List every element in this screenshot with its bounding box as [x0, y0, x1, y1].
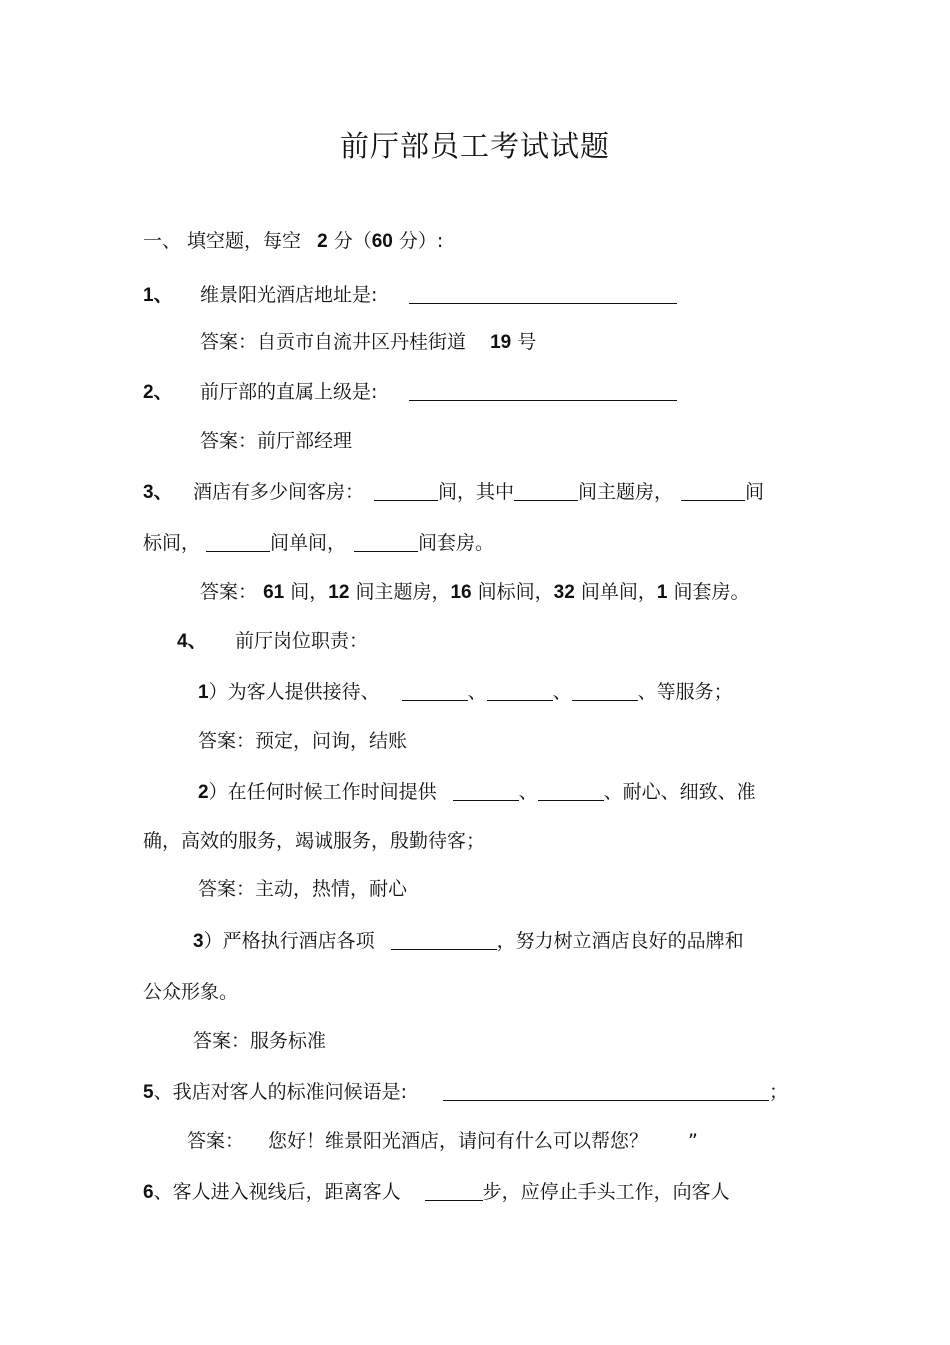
answer-number: 12 [328, 582, 350, 603]
question-2-answer: 答案：前厅部经理 [200, 430, 353, 452]
question-3-answer [200, 580, 750, 605]
duty-1 [198, 680, 733, 705]
duty-text: ）为客人提供接待、 [208, 681, 380, 703]
question-5 [143, 1080, 788, 1105]
duty-number: 2 [198, 782, 209, 803]
answer-blank [538, 799, 604, 801]
page-title: 前厅部员工考试试题 [339, 129, 610, 163]
question-number: 1、 [143, 285, 173, 306]
section-heading-text: 分（ [333, 230, 372, 252]
answer-text: 号 [517, 331, 537, 353]
question-4 [177, 629, 207, 654]
duty-2-line2: 确，高效的服务，竭诚服务，殷勤待客； [143, 830, 486, 852]
answer-number: 1 [656, 582, 668, 603]
duty-3-line2: 公众形象。 [143, 981, 239, 1003]
question-text: 维景阳光酒店地址是: [200, 284, 378, 306]
duty-text: ）严格执行酒店各项 [203, 930, 375, 952]
answer-text: 间主题房， [355, 581, 451, 603]
answer-text: 间标间， [477, 581, 554, 603]
question-text: 酒店有多少间客房： [193, 481, 365, 503]
total-points: 60 [371, 231, 393, 252]
duty-2-answer: 答案：主动，热情，耐心 [198, 878, 408, 900]
answer-blank [514, 499, 578, 501]
duty-text: 、等服务； [637, 681, 733, 703]
answer-blank [572, 699, 638, 701]
question-text: 、客人进入视线后，距离客人 [153, 1181, 401, 1203]
answer-blank [409, 399, 677, 401]
question-text: 间单间， [270, 532, 347, 554]
answer-blank [487, 699, 553, 701]
points-per-blank: 2 [317, 231, 328, 252]
answer-number: 16 [450, 582, 472, 603]
question-3-text-line2 [143, 531, 494, 555]
duty-text: 、 [518, 781, 538, 803]
duty-number: 3 [193, 931, 204, 952]
question-number: 2、 [143, 382, 173, 403]
question-number: 5 [143, 1082, 154, 1103]
answer-text: 您好！维景阳光酒店，请问有什么可以帮您？ [268, 1130, 649, 1152]
question-4-text: 前厅岗位职责： [235, 630, 369, 652]
duty-text: ，努力树立酒店良好的品牌和 [496, 930, 744, 952]
answer-number: 32 [553, 582, 575, 603]
question-number: 4、 [177, 631, 207, 652]
answer-quote: ” [688, 1130, 698, 1152]
duty-number: 1 [198, 682, 209, 703]
question-text: 标间， [143, 532, 201, 554]
question-text: 、我店对客人的标准问候语是: [153, 1081, 407, 1103]
question-5-answer [187, 1129, 698, 1153]
question-text: 前厅部的直属上级是: [200, 381, 378, 403]
question-1 [143, 283, 173, 308]
question-2 [143, 380, 173, 405]
question-text: ； [768, 1081, 788, 1103]
section-heading-text: 一、 填空题，每空 [143, 230, 302, 252]
section-heading-text: 分）: [398, 230, 444, 252]
question-number: 6 [143, 1182, 154, 1203]
section-heading [143, 229, 443, 254]
answer-text: 答案： [187, 1130, 245, 1152]
duty-text: ）在任何时候工作时间提供 [208, 781, 437, 803]
duty-3 [193, 929, 744, 954]
answer-blank [391, 948, 497, 950]
duty-2 [198, 780, 756, 805]
question-3-text [193, 480, 764, 504]
duty-text: 、 [467, 681, 487, 703]
question-text: 步，应停止手头工作，向客人 [482, 1181, 730, 1203]
duty-1-answer: 答案：预定，问询，结账 [198, 730, 408, 752]
answer-blank [681, 499, 745, 501]
answer-text: 间单间， [580, 581, 657, 603]
question-6 [143, 1180, 730, 1205]
answer-blank [402, 699, 468, 701]
answer-text: 间， [290, 581, 329, 603]
question-text: 间，其中 [438, 481, 515, 503]
answer-blank [443, 1099, 769, 1101]
answer-blank [354, 550, 418, 552]
duty-text: 、耐心、细致、准 [603, 781, 756, 803]
answer-number: 61 [263, 582, 285, 603]
duty-3-answer: 答案：服务标准 [193, 1030, 327, 1052]
question-number: 3、 [143, 482, 173, 503]
answer-blank [453, 799, 519, 801]
question-3 [143, 480, 173, 505]
answer-blank [409, 302, 677, 304]
answer-blank [206, 550, 270, 552]
question-text: 间套房。 [418, 532, 495, 554]
question-2-text [200, 380, 677, 404]
answer-blank [425, 1199, 483, 1201]
answer-text: 答案：自贡市自流井区丹桂街道 [200, 331, 467, 353]
answer-text: 间套房。 [673, 581, 750, 603]
answer-number: 19 [490, 332, 512, 353]
duty-text: 、 [552, 681, 572, 703]
question-text: 间 [745, 481, 765, 503]
answer-blank [374, 499, 438, 501]
question-text: 间主题房， [578, 481, 674, 503]
answer-text: 答案： [200, 581, 258, 603]
question-1-text [200, 283, 677, 307]
question-1-answer [200, 330, 536, 355]
